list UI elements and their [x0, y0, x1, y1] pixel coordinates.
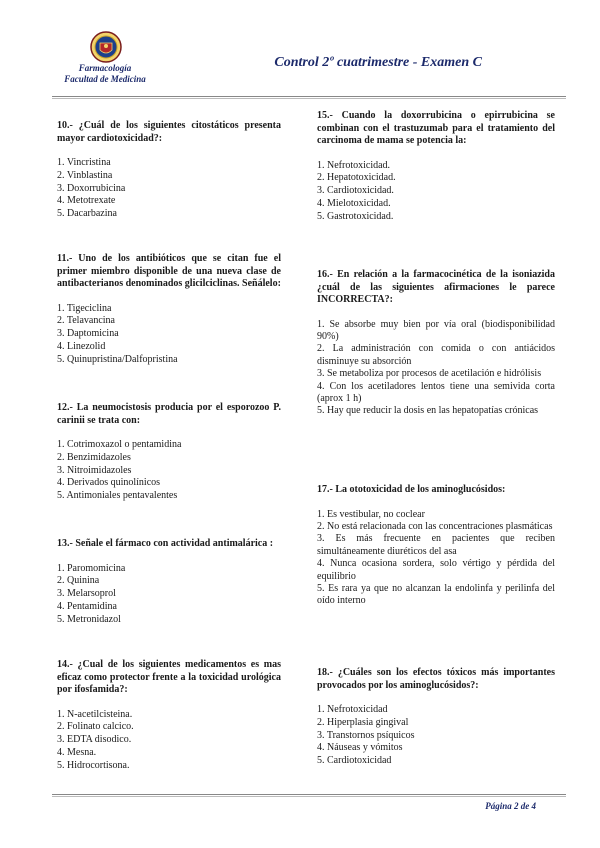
question-13	[57, 538, 281, 626]
option: 2. Folinato calcico.	[57, 721, 134, 733]
option: 5. Metronidazol	[57, 613, 121, 625]
question-stem: 14.- ¿Cual de los siguientes medicamentos es mas eficaz como protector frente a la toxicidad urológica por ifosfamida?:	[57, 659, 281, 695]
options-list	[57, 439, 281, 503]
option: 3. Transtornos psíquicos	[317, 729, 415, 741]
dept-line-2: Facultad de Medicina	[64, 74, 146, 84]
question-stem: 16.- En relación a la farmacocinética de la isoniazida ¿cuál de las siguientes afirmaciones le parece INCORRECTA?:	[317, 269, 555, 305]
header-divider	[52, 96, 566, 99]
question-12	[57, 402, 281, 503]
option: 5. Es rara ya que no alcanzan la endolinfa y perilinfa del oído interno	[317, 582, 555, 607]
dept-line-1: Farmacología	[78, 63, 132, 73]
question-18	[317, 667, 555, 768]
option: 5. Dacarbazina	[57, 208, 117, 220]
option: 2. Quinina	[57, 575, 100, 587]
option: 4. Mesna.	[57, 746, 97, 758]
question-17	[317, 484, 555, 608]
options-list	[57, 157, 281, 221]
option: 3. Daptomicina	[57, 328, 119, 340]
option: 3. Doxorrubicina	[57, 182, 126, 194]
question-14	[57, 659, 281, 772]
question-10	[57, 120, 281, 221]
option: 4. Con los acetiladores lentos tiene una semivida corta (aprox 1 h)	[317, 380, 555, 404]
option: 4. Pentamidina	[57, 600, 117, 612]
option: 4. Metotrexate	[57, 195, 116, 207]
option: 5. Cardiotoxicidad	[317, 755, 392, 767]
option: 2. Hiperplasia gingival	[317, 716, 409, 728]
department-label	[50, 63, 160, 85]
option: 1. Cotrimoxazol o pentamidina	[57, 439, 182, 450]
question-stem: 10.- ¿Cuál de los siguientes citostáticos presenta mayor cardiotoxicidad?:	[57, 120, 281, 144]
option: 1. N-acetilcisteina.	[57, 708, 133, 720]
options-list	[317, 160, 555, 224]
option: 2. Benzimidazoles	[57, 451, 131, 463]
option: 5. Quinupristina/Dalfopristina	[57, 353, 178, 365]
options-list	[317, 319, 555, 418]
options-list	[57, 709, 281, 773]
option: 3. EDTA disodico.	[57, 734, 132, 746]
option: 2. Hepatotoxicidad.	[317, 172, 396, 184]
option: 1. Se absorbe muy bien por vía oral (biodisponibilidad 90%)	[317, 318, 555, 342]
question-stem: 18.- ¿Cuáles son los efectos tóxicos más importantes provocados por los aminoglucósidos?:	[317, 667, 555, 691]
question-16	[317, 269, 555, 418]
option: 4. Derivados quinolínicos	[57, 477, 161, 489]
options-list	[57, 563, 281, 627]
option: 3. Melarsoprol	[57, 588, 116, 600]
option: 1. Nefrotoxicidad	[317, 704, 388, 715]
university-crest-icon	[90, 31, 122, 63]
footer-divider	[52, 794, 566, 797]
option: 2. Vinblastina	[57, 169, 113, 181]
option: 1. Tigeciclina	[57, 302, 112, 314]
option: 1. Es vestibular, no coclear	[317, 508, 425, 520]
options-list	[57, 303, 281, 367]
question-stem: 11.- Uno de los antibióticos que se citan fue el primer miembro disponible de una nueva clase de antibacterianos denominados glicilciclinas. Señálelo:	[57, 253, 281, 289]
option: 2. Telavancina	[57, 315, 115, 327]
option: 5. Gastrotoxicidad.	[317, 210, 394, 222]
question-11	[57, 253, 281, 366]
option: 1. Nefrotoxicidad.	[317, 159, 391, 171]
options-list	[317, 704, 555, 768]
question-15	[317, 110, 555, 223]
option: 4. Náuseas y vómitos	[317, 742, 403, 754]
option: 5. Hay que reducir la dosis en las hepatopatías crónicas	[317, 405, 539, 417]
question-stem: 17.- La ototoxicidad de los aminoglucósidos:	[317, 484, 506, 495]
question-stem: 15.- Cuando la doxorrubicina o epirrubicina se combinan con el trastuzumab para el tratamiento del carcinoma de mama se potencia la:	[317, 110, 555, 146]
option: 1. Vincristina	[57, 157, 111, 168]
option: 3. Nitroimidazoles	[57, 464, 132, 476]
page-number: Página 2 de 4	[485, 801, 536, 811]
option: 2. La administración con comida o con antiácidos disminuye su absorción	[317, 343, 555, 367]
option: 4. Mielotoxicidad.	[317, 197, 391, 209]
option: 5. Antimoniales pentavalentes	[57, 490, 178, 502]
options-list	[317, 509, 555, 608]
option: 2. No está relacionada con las concentraciones plasmáticas	[317, 520, 553, 532]
page-header	[0, 0, 600, 100]
option: 3. Cardiotoxicidad.	[317, 185, 394, 197]
question-stem: 13.- Señale el fármaco con actividad antimalárica :	[57, 538, 274, 549]
option: 1. Paromomicina	[57, 562, 126, 574]
option: 3. Se metaboliza por procesos de acetilación e hidrólisis	[317, 368, 542, 380]
option: 4. Linezolid	[57, 340, 106, 352]
exam-title: Control 2º cuatrimestre - Examen C	[274, 55, 482, 70]
question-stem: 12.- La neumocistosis producia por el esporozoo P. carinii se trata con:	[57, 402, 281, 426]
option: 3. Es más frecuente en pacientes que reciben simultáneamente diuréticos del asa	[317, 533, 555, 557]
option: 5. Hidrocortisona.	[57, 759, 130, 771]
option: 4. Nunca ocasiona sordera, solo vértigo y pérdida del equilibrio	[317, 558, 555, 582]
